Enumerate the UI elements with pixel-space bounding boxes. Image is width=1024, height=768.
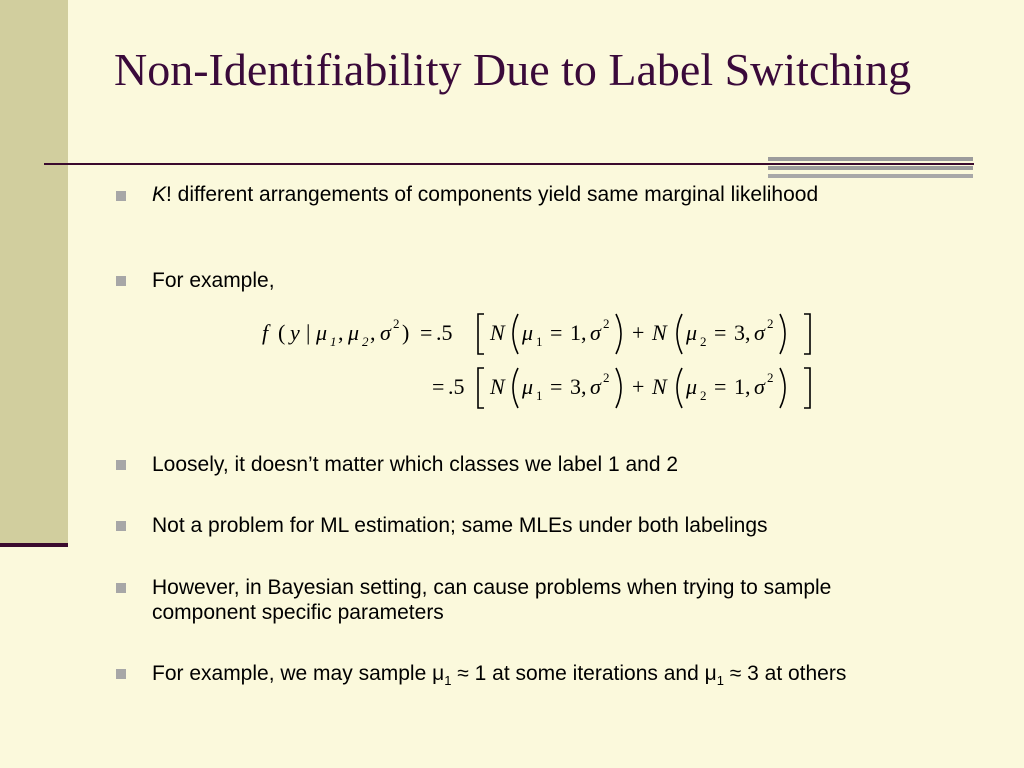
bullet-item xyxy=(152,268,932,293)
svg-text:1: 1 xyxy=(734,374,745,399)
mu-subscript: 1 xyxy=(444,673,452,689)
svg-text:.5: .5 xyxy=(436,320,453,345)
svg-text:+: + xyxy=(632,320,645,345)
svg-text:,: , xyxy=(581,320,587,345)
svg-text:=: = xyxy=(714,320,727,345)
svg-text:,: , xyxy=(745,320,751,345)
bullet-item xyxy=(152,182,932,207)
svg-text:2: 2 xyxy=(700,388,707,403)
svg-text:μ: μ xyxy=(522,374,534,399)
svg-text:2: 2 xyxy=(767,316,774,331)
svg-text:=: = xyxy=(432,374,445,399)
bullet-marker xyxy=(116,460,126,470)
svg-text:1: 1 xyxy=(330,334,337,349)
bullet-marker xyxy=(116,521,126,531)
bullet-marker xyxy=(116,191,126,201)
k-variable: K xyxy=(152,183,167,206)
svg-text:2: 2 xyxy=(603,370,610,385)
svg-text:N: N xyxy=(490,374,505,399)
mu-subscript: 1 xyxy=(716,673,724,689)
bullet-text: For example, we may sample μ xyxy=(152,662,445,685)
svg-text:(: ( xyxy=(278,320,286,345)
svg-text:σ: σ xyxy=(590,374,601,399)
svg-text:μ: μ xyxy=(316,320,328,345)
svg-text:2: 2 xyxy=(700,334,707,349)
bullet-text: ≈ 3 at others xyxy=(723,662,847,685)
svg-text:1: 1 xyxy=(570,320,581,345)
svg-text:,: , xyxy=(581,374,587,399)
svg-text:N: N xyxy=(652,320,667,345)
mixture-equation xyxy=(256,306,836,416)
bullet-marker xyxy=(116,669,126,679)
bullet-item xyxy=(152,575,932,625)
bullet-text: For example, xyxy=(152,269,275,292)
bullet-text: ! different arrangements of components yield same marginal likelihood xyxy=(166,183,819,206)
bullet-marker xyxy=(116,276,126,286)
bullet-marker xyxy=(116,583,126,593)
svg-text:μ: μ xyxy=(348,320,360,345)
bullet-text: Not a problem for ML estimation; same MLEs under both labelings xyxy=(152,514,768,537)
eq-y: y xyxy=(290,320,300,345)
bullet-text: However, in Bayesian setting, can cause problems when trying to sample component specific parameters xyxy=(152,576,832,624)
svg-text:1: 1 xyxy=(536,334,543,349)
svg-text:=: = xyxy=(550,320,563,345)
slide-title: Non-Identifiability Due to Label Switching xyxy=(114,44,912,95)
equation-line-1 xyxy=(262,314,810,354)
svg-text:N: N xyxy=(652,374,667,399)
equation-line-2 xyxy=(432,368,810,408)
svg-text:,: , xyxy=(370,320,376,345)
svg-text:.5: .5 xyxy=(448,374,465,399)
bullet-item xyxy=(152,661,932,689)
bullet-text: ≈ 1 at some iterations and μ xyxy=(451,662,717,685)
svg-text:μ: μ xyxy=(686,374,698,399)
svg-text:2: 2 xyxy=(393,316,400,331)
bullet-item xyxy=(152,452,932,477)
eq-f: f xyxy=(262,320,269,345)
svg-text:σ: σ xyxy=(754,320,765,345)
svg-text:): ) xyxy=(402,320,410,345)
svg-text:2: 2 xyxy=(767,370,774,385)
svg-text:2: 2 xyxy=(603,316,610,331)
svg-text:3: 3 xyxy=(734,320,745,345)
svg-text:2: 2 xyxy=(362,334,369,349)
svg-text:σ: σ xyxy=(754,374,765,399)
svg-text:=: = xyxy=(420,320,433,345)
bullet-text: Loosely, it doesn’t matter which classes we label 1 and 2 xyxy=(152,453,679,476)
svg-text:=: = xyxy=(550,374,563,399)
svg-text:,: , xyxy=(338,320,344,345)
svg-text:,: , xyxy=(745,374,751,399)
svg-text:N: N xyxy=(490,320,505,345)
bullet-item xyxy=(152,513,932,538)
svg-text:μ: μ xyxy=(522,320,534,345)
svg-text:+: + xyxy=(632,374,645,399)
svg-text:|: | xyxy=(306,320,311,345)
svg-text:σ: σ xyxy=(380,320,391,345)
svg-text:1: 1 xyxy=(536,388,543,403)
svg-text:μ: μ xyxy=(686,320,698,345)
svg-text:=: = xyxy=(714,374,727,399)
svg-text:σ: σ xyxy=(590,320,601,345)
svg-text:3: 3 xyxy=(570,374,581,399)
